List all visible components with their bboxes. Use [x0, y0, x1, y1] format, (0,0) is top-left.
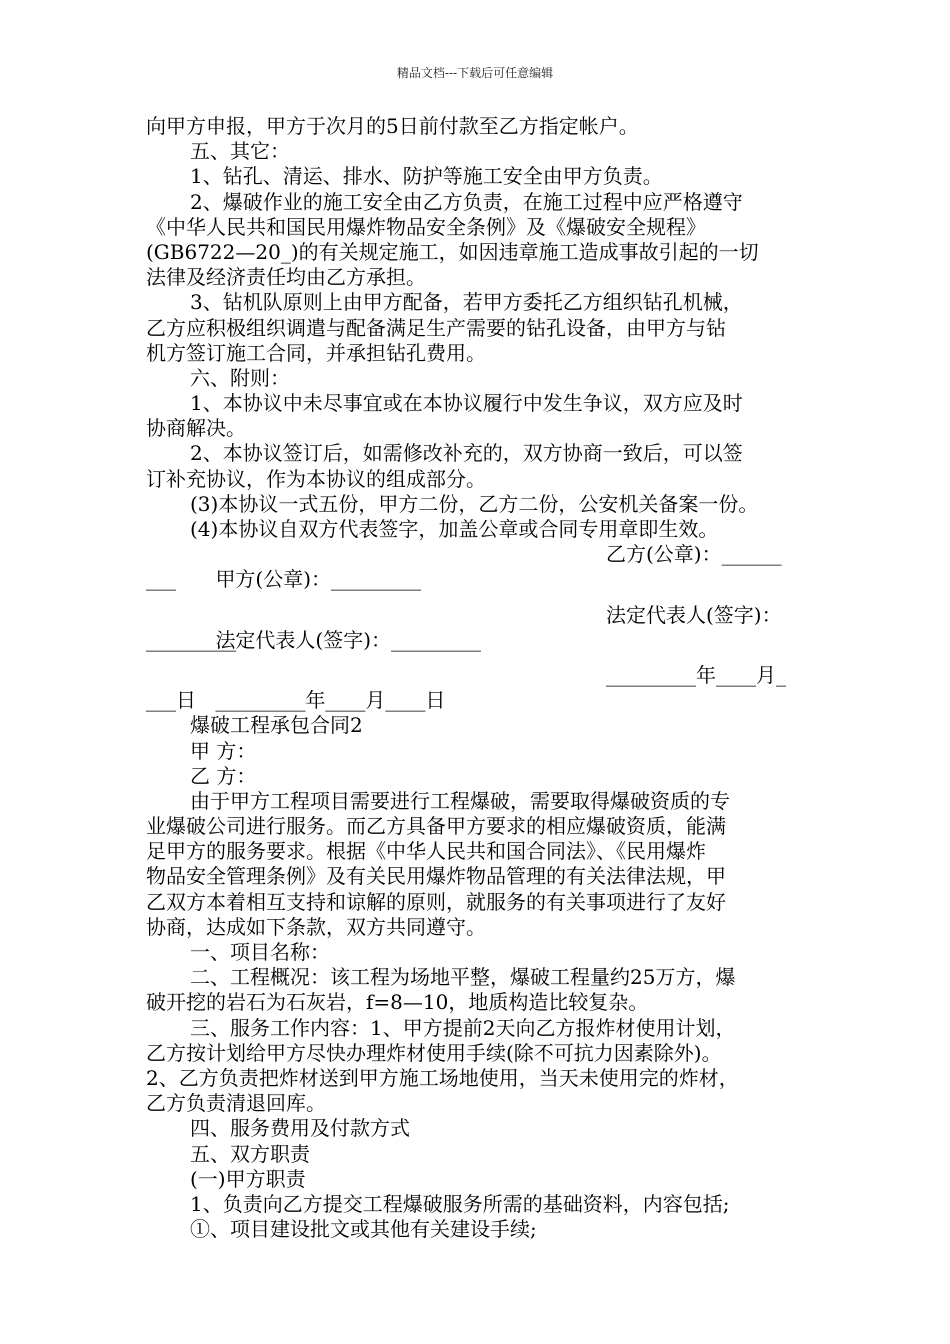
text-line: 2、爆破作业的施工安全由乙方负责，在施工过程中应严格遵守 [190, 189, 743, 214]
text-line: 三、服务工作内容：1、甲方提前2天向乙方报炸材使用计划， [190, 1015, 736, 1040]
text-line: ①、项目建设批文或其他有关建设手续; [190, 1217, 537, 1242]
text-line: 2、本协议签订后，如需修改补充的，双方协商一致后，可以签 [190, 441, 743, 466]
text-line: 足甲方的服务要求。根据《中华人民共和国合同法》、《民用爆炸 [146, 839, 706, 864]
text-line: 2、乙方负责把炸材送到甲方施工场地使用，当天未使用完的炸材， [146, 1065, 739, 1090]
text-line: 乙方负责清退回库。 [146, 1091, 326, 1116]
text-line: 由于甲方工程项目需要进行工程爆破，需要取得爆破资质的专 [190, 788, 730, 813]
text-line: 协商，达成如下条款，双方共同遵守。 [146, 914, 486, 939]
party-b-seal: 乙方(公章)：______ [606, 542, 782, 567]
text-line: 乙 方： [190, 763, 257, 788]
text-line: (一)甲方职责 [190, 1166, 306, 1191]
text-line: 乙方按计划给甲方尽快办理炸材使用手续(除不可抗力因素除外)。 [146, 1040, 722, 1065]
text-line: 业爆破公司进行服务。而乙方具备甲方要求的相应爆破资质，能满 [146, 814, 726, 839]
contract-2-clauses [146, 713, 812, 1242]
signature-party-row [146, 542, 812, 592]
party-b-representative: 法定代表人(签字)： [606, 602, 782, 627]
text-line: 四、服务费用及付款方式 [190, 1116, 410, 1141]
text-line: 订补充协议，作为本协议的组成部分。 [146, 466, 486, 491]
party-b-date: _________年____月_ [606, 662, 786, 687]
text-line: 3、钻机队原则上由甲方配备，若甲方委托乙方组织钻孔机械， [190, 290, 743, 315]
party-b-seal-continuation: ___ [146, 567, 176, 592]
text-line: 乙双方本着相互支持和谅解的原则，就服务的有关事项进行了友好 [146, 889, 726, 914]
text-line: 1、负责向乙方提交工程爆破服务所需的基础资料，内容包括; [190, 1191, 730, 1216]
page-header: 精品文档---下载后可任意编辑 [396, 66, 554, 80]
text-line: 爆破工程承包合同2 [190, 713, 363, 738]
text-line: 协商解决。 [146, 416, 246, 441]
text-line: 向甲方申报，甲方于次月的5日前付款至乙方指定帐户。 [146, 114, 639, 138]
text-line: 甲 方： [190, 738, 257, 763]
text-line: 六、附则： [190, 365, 290, 390]
text-line: 1、本协议中未尽事宜或在本协议履行中发生争议，双方应及时 [190, 391, 743, 416]
text-line: 五、双方职责 [190, 1141, 310, 1166]
text-line: (3)本协议一式五份，甲方二份，乙方二份，公安机关备案一份。 [190, 491, 759, 516]
party-b-date-continuation: ___日 [146, 688, 196, 713]
party-a-date: _________年____月____日 [215, 688, 446, 713]
document-body [146, 114, 812, 1242]
text-line: 二、工程概况：该工程为场地平整，爆破工程量约25万方，爆 [190, 965, 736, 990]
signature-rep-row [146, 602, 812, 652]
text-line: 1、钻孔、清运、排水、防护等施工安全由甲方负责。 [190, 164, 663, 189]
text-line: 机方签订施工合同，并承担钻孔费用。 [146, 340, 486, 365]
signature-date-row [146, 662, 812, 713]
text-line: (GB6722—20_)的有关规定施工，如因违章施工造成事故引起的一切 [146, 239, 759, 264]
party-a-representative: 法定代表人(签字)：_________ [215, 627, 482, 652]
text-line: 一、项目名称： [190, 940, 330, 964]
text-line: 五、其它： [190, 139, 290, 164]
text-line: 破开挖的岩石为石灰岩，f=8—10，地质构造比较复杂。 [146, 990, 649, 1015]
contract-clauses [146, 114, 812, 542]
text-line: (4)本协议自双方代表签字，加盖公章或合同专用章即生效。 [190, 517, 719, 541]
text-line: 《中华人民共和国民用爆炸物品安全条例》及《爆破安全规程》 [146, 214, 706, 239]
text-line: 乙方应积极组织调遣与配备满足生产需要的钻孔设备，由甲方与钻 [146, 315, 726, 340]
text-line: 法律及经济责任均由乙方承担。 [146, 265, 426, 290]
party-b-representative-continuation: _________ [146, 627, 236, 652]
text-line: 物品安全管理条例》及有关民用爆炸物品管理的有关法律法规，甲 [146, 864, 726, 889]
party-a-seal: 甲方(公章)：_________ [215, 567, 422, 592]
